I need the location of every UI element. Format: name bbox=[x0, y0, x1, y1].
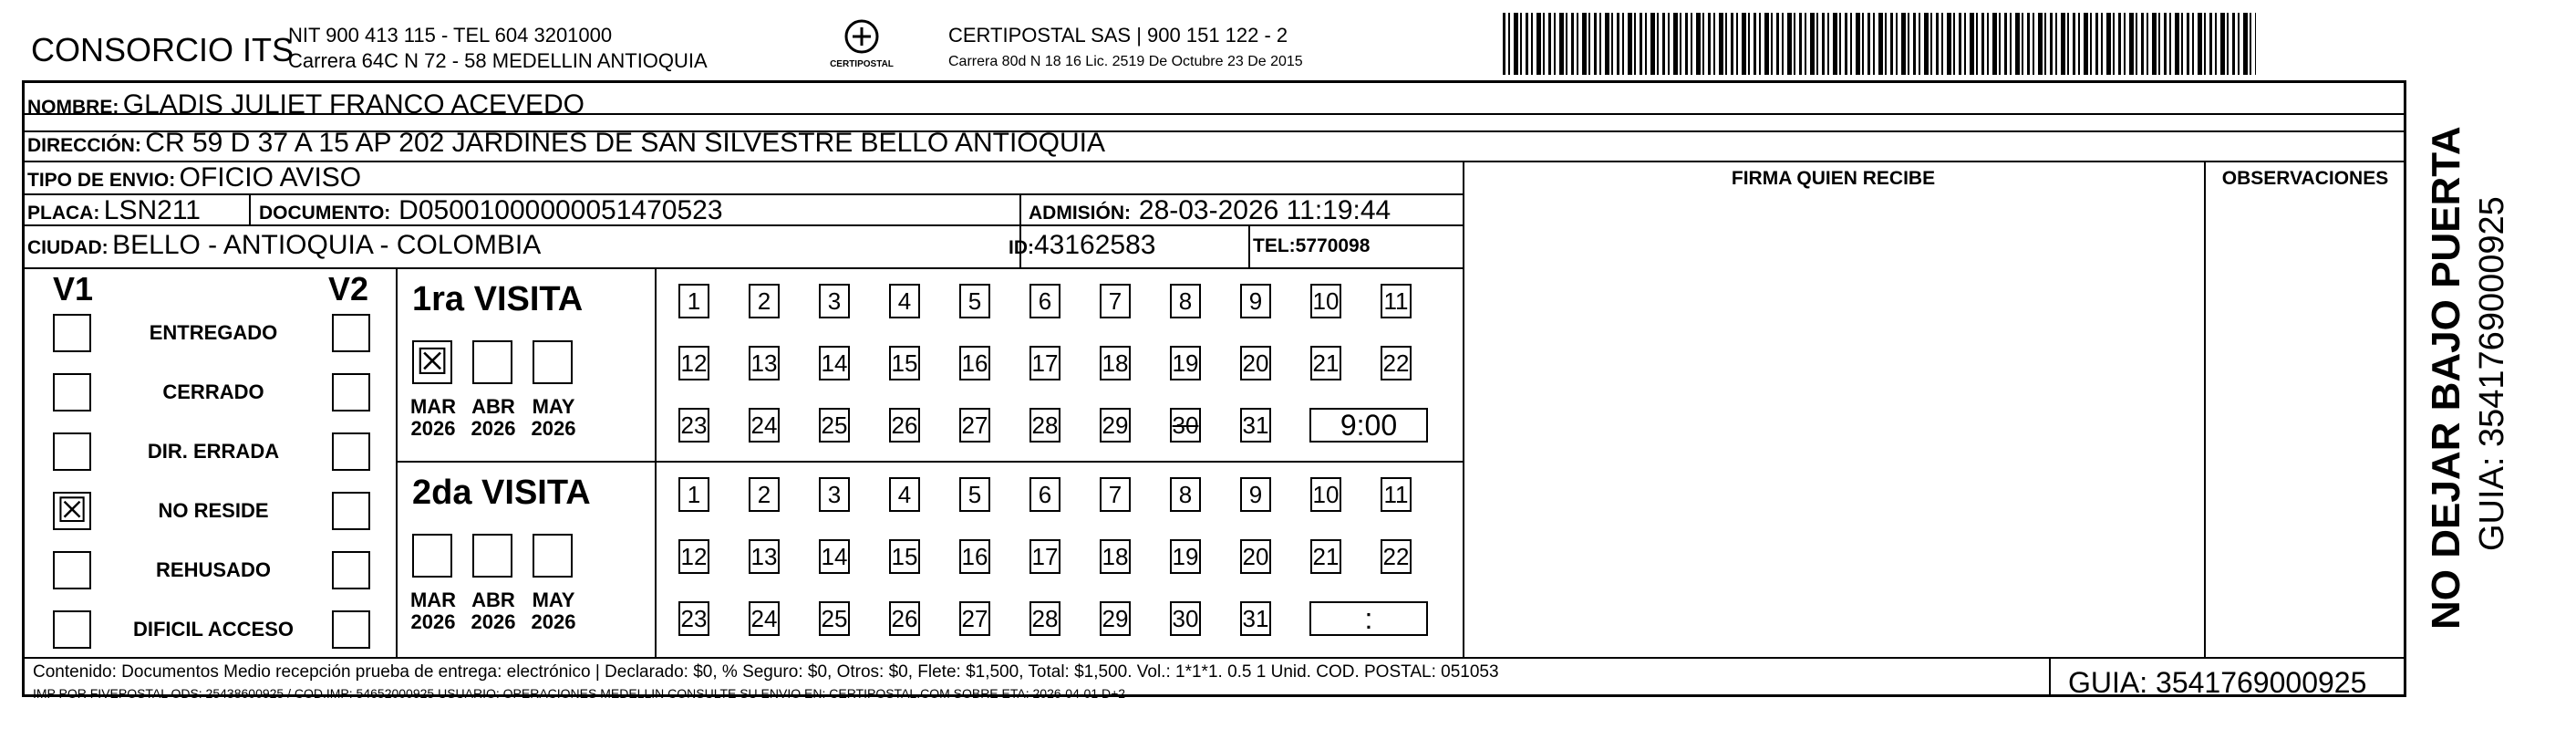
day-box[interactable]: 18 bbox=[1100, 539, 1131, 574]
month-label: MAY bbox=[532, 589, 575, 611]
barcode bbox=[1503, 13, 2256, 75]
month-checkbox[interactable] bbox=[472, 340, 512, 384]
day-box[interactable]: 30 bbox=[1170, 408, 1201, 443]
month-label: MAR bbox=[409, 395, 457, 418]
year-label: 2026 bbox=[410, 417, 456, 440]
day-box[interactable]: 25 bbox=[819, 601, 850, 636]
admision-label: ADMISIÓN: bbox=[1029, 203, 1131, 224]
visit-title: 2da VISITA bbox=[412, 474, 591, 512]
day-box[interactable]: 20 bbox=[1240, 539, 1271, 574]
month-checkbox[interactable] bbox=[412, 534, 452, 578]
tipo-envio: OFICIO AVISO bbox=[179, 162, 362, 193]
time-box[interactable]: 9:00 bbox=[1309, 408, 1428, 443]
admision-date: 28-03-2026 11:19:44 bbox=[1138, 195, 1391, 225]
day-box[interactable]: 4 bbox=[889, 477, 920, 512]
day-box[interactable]: 27 bbox=[959, 408, 990, 443]
day-box[interactable]: 11 bbox=[1381, 477, 1412, 512]
side-guia: GUIA: 3541769000925 bbox=[2473, 196, 2511, 551]
day-box[interactable]: 20 bbox=[1240, 346, 1271, 380]
status-label: DIR. ERRADA bbox=[147, 440, 280, 463]
nombre-label: NOMBRE: bbox=[27, 97, 119, 118]
month-label: MAR bbox=[409, 589, 457, 611]
day-box[interactable]: 6 bbox=[1029, 284, 1060, 318]
recipient-address: CR 59 D 37 A 15 AP 202 JARDINES DE SAN SILVESTRE BELLO ANTIOQUIA bbox=[145, 128, 1105, 158]
day-box[interactable]: 3 bbox=[819, 477, 850, 512]
status-label: REHUSADO bbox=[156, 558, 271, 581]
day-box[interactable]: 12 bbox=[678, 346, 709, 380]
day-box[interactable]: 29 bbox=[1100, 601, 1131, 636]
day-box[interactable]: 24 bbox=[749, 601, 780, 636]
status-label: ENTREGADO bbox=[149, 321, 278, 344]
day-box[interactable]: 2 bbox=[749, 477, 780, 512]
v2-label: V2 bbox=[328, 270, 369, 307]
year-label: 2026 bbox=[531, 610, 576, 633]
day-box[interactable]: 22 bbox=[1381, 539, 1412, 574]
month-checkbox[interactable] bbox=[533, 340, 573, 384]
time-box[interactable]: : bbox=[1309, 601, 1428, 636]
v1-checkbox[interactable] bbox=[53, 610, 91, 649]
day-box[interactable]: 23 bbox=[678, 408, 709, 443]
v2-checkbox[interactable] bbox=[332, 551, 370, 589]
logo-icon bbox=[843, 18, 880, 55]
documento: D05001000000051470523 bbox=[398, 195, 723, 225]
day-box[interactable]: 7 bbox=[1100, 284, 1131, 318]
day-box[interactable]: 24 bbox=[749, 408, 780, 443]
side-warning: NO DEJAR BAJO PUERTA bbox=[2424, 126, 2468, 630]
day-box[interactable]: 11 bbox=[1381, 284, 1412, 318]
v2-checkbox[interactable] bbox=[332, 610, 370, 649]
status-label: DIFICIL ACCESO bbox=[132, 618, 294, 641]
day-box[interactable]: 12 bbox=[678, 539, 709, 574]
day-box[interactable]: 22 bbox=[1381, 346, 1412, 380]
v1-checkbox[interactable] bbox=[53, 551, 91, 589]
status-label: CERRADO bbox=[162, 380, 264, 403]
company-name: CONSORCIO ITS bbox=[31, 31, 295, 68]
day-box[interactable]: 17 bbox=[1029, 539, 1060, 574]
day-box[interactable]: 28 bbox=[1029, 408, 1060, 443]
day-box[interactable]: 2 bbox=[749, 284, 780, 318]
day-box[interactable]: 18 bbox=[1100, 346, 1131, 380]
year-label: 2026 bbox=[410, 610, 456, 633]
day-box[interactable]: 13 bbox=[749, 346, 780, 380]
day-box[interactable]: 14 bbox=[819, 346, 850, 380]
month-label: ABR bbox=[471, 395, 515, 418]
placa-label: PLACA: bbox=[27, 203, 100, 224]
ciudad: BELLO - ANTIOQUIA - COLOMBIA bbox=[112, 230, 542, 260]
day-box[interactable]: 26 bbox=[889, 601, 920, 636]
day-box[interactable]: 19 bbox=[1170, 346, 1201, 380]
v2-checkbox[interactable] bbox=[332, 373, 370, 411]
day-box[interactable]: 13 bbox=[749, 539, 780, 574]
day-box[interactable]: 1 bbox=[678, 477, 709, 512]
contenido: Contenido: Documentos Medio recepción prueba de entrega: electrónico | Declarado: $0, % Seguro: $0, Otros: $0, Flete: $1,500, Total: $1,500. Vol.: 1*1*1. 0.5 1 Unid. COD. POSTAL: 051053 bbox=[33, 662, 1499, 682]
id-label: ID: bbox=[1009, 237, 1034, 258]
day-box[interactable]: 21 bbox=[1310, 539, 1341, 574]
day-box[interactable]: 15 bbox=[889, 539, 920, 574]
year-label: 2026 bbox=[471, 610, 516, 633]
day-box[interactable]: 23 bbox=[678, 601, 709, 636]
day-box[interactable]: 31 bbox=[1240, 408, 1271, 443]
day-box[interactable]: 3 bbox=[819, 284, 850, 318]
v2-checkbox[interactable] bbox=[332, 492, 370, 530]
day-box[interactable]: 16 bbox=[959, 539, 990, 574]
v2-checkbox[interactable] bbox=[332, 314, 370, 352]
recipient-name: GLADIS JULIET FRANCO ACEVEDO bbox=[122, 89, 585, 120]
v1-checkbox[interactable] bbox=[53, 314, 91, 352]
day-box[interactable]: 27 bbox=[959, 601, 990, 636]
month-checkbox[interactable]: ☒ bbox=[412, 340, 452, 384]
certipostal-address: Carrera 80d N 18 16 Lic. 2519 De Octubre 23 De 2015 bbox=[948, 54, 1303, 69]
day-box[interactable]: 28 bbox=[1029, 601, 1060, 636]
day-box[interactable]: 5 bbox=[959, 284, 990, 318]
v1-checkbox[interactable] bbox=[53, 432, 91, 471]
v1-checkbox[interactable] bbox=[53, 373, 91, 411]
month-label: MAY bbox=[532, 395, 575, 418]
year-label: 2026 bbox=[531, 417, 576, 440]
recipient-tel: 5770098 bbox=[1295, 235, 1371, 256]
day-box[interactable]: 8 bbox=[1170, 284, 1201, 318]
day-box[interactable]: 1 bbox=[678, 284, 709, 318]
observaciones-header: OBSERVACIONES bbox=[2221, 168, 2389, 189]
day-box[interactable]: 14 bbox=[819, 539, 850, 574]
day-box[interactable]: 8 bbox=[1170, 477, 1201, 512]
day-box[interactable]: 9 bbox=[1240, 477, 1271, 512]
ciudad-label: CIUDAD: bbox=[27, 237, 109, 258]
month-checkbox[interactable] bbox=[533, 534, 573, 578]
firma-header: FIRMA QUIEN RECIBE bbox=[1731, 168, 1936, 189]
day-box[interactable]: 31 bbox=[1240, 601, 1271, 636]
visit-title: 1ra VISITA bbox=[412, 280, 584, 318]
day-box[interactable]: 15 bbox=[889, 346, 920, 380]
direccion-label: DIRECCIÓN: bbox=[27, 135, 141, 156]
day-box[interactable]: 21 bbox=[1310, 346, 1341, 380]
month-label: ABR bbox=[471, 589, 515, 611]
day-box[interactable]: 26 bbox=[889, 408, 920, 443]
recipient-id: 43162583 bbox=[1034, 230, 1156, 260]
day-box[interactable]: 5 bbox=[959, 477, 990, 512]
day-box[interactable]: 16 bbox=[959, 346, 990, 380]
day-box[interactable]: 10 bbox=[1310, 477, 1341, 512]
day-box[interactable]: 29 bbox=[1100, 408, 1131, 443]
v1-checkbox[interactable]: ☒ bbox=[53, 492, 91, 530]
day-box[interactable]: 7 bbox=[1100, 477, 1131, 512]
certipostal-logo: CERTIPOSTAL bbox=[825, 18, 898, 69]
nit-line: NIT 900 413 115 - TEL 604 3201000 bbox=[288, 24, 613, 47]
day-box[interactable]: 25 bbox=[819, 408, 850, 443]
imp-line: IMP POR FIVEPOSTAL ODS: 25438600925 / COD.IMP: 54652000925 USUARIO: OPERACIONES MEDELLIN CONSULTE SU ENVIO EN: CERTIPOSTAL.COM SOBRE ETA: 2026-04-01 D+2 bbox=[33, 686, 1126, 701]
placa: LSN211 bbox=[103, 195, 201, 225]
company-address: Carrera 64C N 72 - 58 MEDELLIN ANTIOQUIA bbox=[288, 49, 708, 72]
v2-checkbox[interactable] bbox=[332, 432, 370, 471]
month-checkbox[interactable] bbox=[472, 534, 512, 578]
tel-label: TEL: bbox=[1253, 235, 1296, 256]
day-box[interactable]: 9 bbox=[1240, 284, 1271, 318]
day-box[interactable]: 6 bbox=[1029, 477, 1060, 512]
certipostal-line: CERTIPOSTAL SAS | 900 151 122 - 2 bbox=[948, 24, 1288, 47]
day-box[interactable]: 10 bbox=[1310, 284, 1341, 318]
status-label: NO RESIDE bbox=[158, 499, 269, 522]
day-box[interactable]: 4 bbox=[889, 284, 920, 318]
day-box[interactable]: 19 bbox=[1170, 539, 1201, 574]
day-box[interactable]: 17 bbox=[1029, 346, 1060, 380]
tipo-envio-label: TIPO DE ENVIO: bbox=[27, 170, 176, 191]
footer-guia: GUIA: 3541769000925 bbox=[2068, 666, 2367, 699]
v1-label: V1 bbox=[53, 270, 94, 307]
documento-label: DOCUMENTO: bbox=[259, 203, 391, 224]
year-label: 2026 bbox=[471, 417, 516, 440]
day-box[interactable]: 30 bbox=[1170, 601, 1201, 636]
